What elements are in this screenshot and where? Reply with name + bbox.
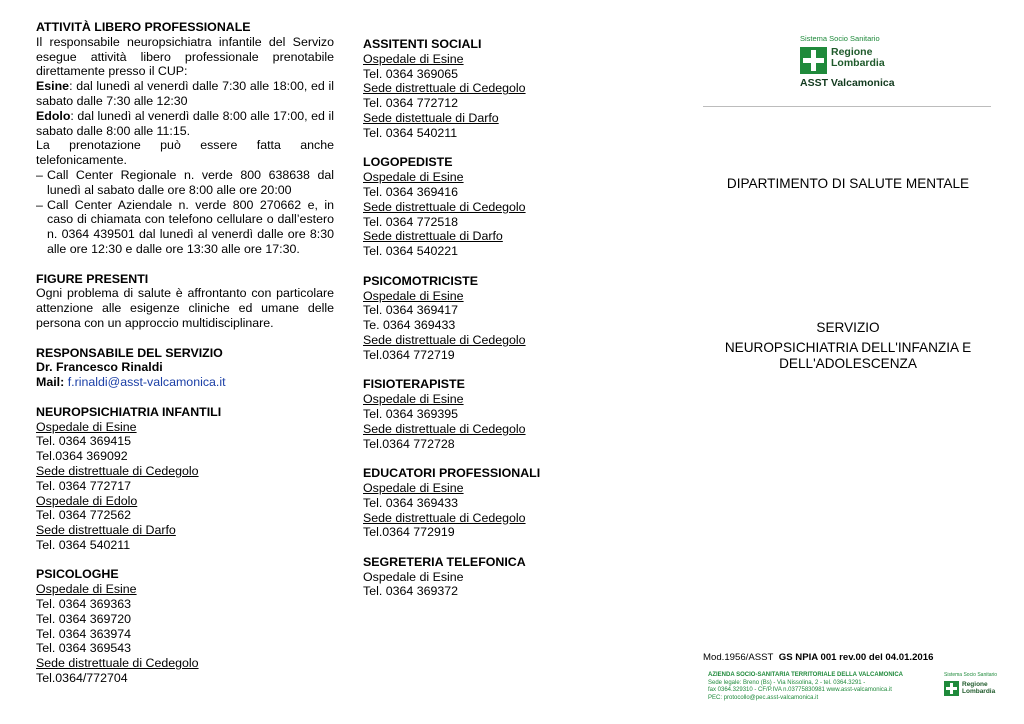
logo-regione-line2: Lombardia xyxy=(831,57,885,69)
regione-lombardia-logo xyxy=(800,34,920,90)
list-item: Tel. 0364 369363 xyxy=(36,597,132,612)
npi-title: NEUROPSICHIATRIA INFANTILI xyxy=(36,404,222,419)
cover-panel xyxy=(690,0,1024,724)
responsabile-title: RESPONSABILE DEL SERVIZIO xyxy=(36,345,223,360)
list-item: Sede distrettuale di Cedegolo xyxy=(363,510,526,525)
list-item: Tel.0364 369092 xyxy=(36,449,128,464)
list-item: Ospedale di Esine xyxy=(363,569,464,584)
prenotazione-text: La prenotazione può essere fatta anche telefonicamente. xyxy=(36,138,334,168)
list-item: Sede distrettuale di Cedegolo xyxy=(36,463,199,478)
list-item: Tel. 0364 369416 xyxy=(363,184,459,199)
list-item: Tel.0364/772704 xyxy=(36,671,128,686)
list-item: Te. 0364 369433 xyxy=(363,318,456,333)
small-logo-regione-line1: Regione xyxy=(962,681,988,688)
department-title: DIPARTIMENTO DI SALUTE MENTALE xyxy=(726,176,970,191)
segreteria-title: SEGRETERIA TELEFONICA xyxy=(363,554,526,569)
bullet-call-center-aziendale xyxy=(36,198,334,257)
attivita-intro: Il responsabile neuropsichiatra infantile del Servizo esegue attività libero professionale prenotabile direttamente presso il CUP: xyxy=(36,34,334,79)
list-item: Ospedale di Esine xyxy=(36,419,137,434)
list-item: Tel. 0364 772712 xyxy=(363,96,459,111)
service-label: SERVIZIO xyxy=(816,320,880,335)
document-code xyxy=(703,652,933,664)
esine-hours xyxy=(36,79,334,109)
psicomotriciste-title: PSICOMOTRICISTE xyxy=(363,273,478,288)
mail-link[interactable]: f.rinaldi@asst-valcamonica.it xyxy=(67,375,226,390)
list-item: Tel. 0364 540211 xyxy=(36,537,131,552)
list-item: Sede distrettuale di Cedegolo xyxy=(363,81,526,96)
list-item: Tel. 0364 540211 xyxy=(363,125,458,140)
list-item: Ospedale di Esine xyxy=(363,170,464,185)
service-name: NEUROPSICHIATRIA DELL'INFANZIA E DELL'ADOLESCENZA xyxy=(724,340,972,371)
list-item: Tel. 0364 369372 xyxy=(363,584,459,599)
regione-lombardia-small-logo xyxy=(944,672,1004,700)
figure-text: Ogni problema di salute è affrontanto con particolare attenzione alle esigenze cliniche ed umane delle persona con un approccio multidisciplinare. xyxy=(36,286,334,330)
logo-regione-line1: Regione xyxy=(831,46,873,58)
list-item: Tel.0364 772719 xyxy=(363,347,455,362)
footer-line: Sede legale: Breno (Bs) - Via Nissolina, 2 - tel. 0364.3291 - xyxy=(708,679,866,686)
list-item: Sede distrettuale di Cedegolo xyxy=(363,421,526,436)
list-item: Ospedale di Esine xyxy=(36,582,137,597)
logo-sistema-text: Sistema Socio Sanitario xyxy=(800,34,880,43)
figure-title: FIGURE PRESENTI xyxy=(36,271,149,286)
small-logo-regione-text xyxy=(962,681,995,695)
divider xyxy=(703,106,991,107)
mod-code: GS NPIA 001 rev.00 del 04.01.2016 xyxy=(778,652,934,663)
mail-label: Mail: xyxy=(36,375,65,390)
list-item: Tel. 0364 363974 xyxy=(36,626,132,641)
logopediste-title: LOGOPEDISTE xyxy=(363,155,453,170)
dash-mark: – xyxy=(36,167,43,182)
list-item: Tel. 0364 369415 xyxy=(36,434,132,449)
responsabile-mail xyxy=(36,375,334,390)
list-item: Ospedale di Esine xyxy=(363,51,464,66)
list-item: Sede distrettuale di Cedegolo xyxy=(363,199,526,214)
attivita-title: ATTIVITÀ LIBERO PROFESSIONALE xyxy=(36,20,251,34)
esine-text: : dal lunedì al venerdì dalle 7:30 alle 18:00, ed il sabato dalle 7:30 alle 12:30 xyxy=(36,79,334,108)
list-item: Ospedale di Esine xyxy=(363,392,464,407)
footer-line: fax 0364.329310 - CF/P.IVA n.03775830981 www.asst-valcamonica.it xyxy=(708,687,892,693)
responsabile-name: Dr. Francesco Rinaldi xyxy=(36,360,163,375)
list-item: Tel.0364 772728 xyxy=(363,436,455,451)
service-heading xyxy=(703,320,993,372)
cross-icon xyxy=(800,47,827,74)
small-logo-sistema-text: Sistema Socio Sanitario xyxy=(944,672,998,678)
middle-column xyxy=(363,37,653,599)
list-item: Tel. 0364 772562 xyxy=(36,508,132,523)
list-item: Tel. 0364 540221 xyxy=(363,244,459,259)
footer-address xyxy=(708,672,928,702)
dash-mark: – xyxy=(36,197,43,212)
list-item: Ospedale di Esine xyxy=(363,480,464,495)
mod-prefix: Mod.1956/ASST xyxy=(703,652,774,663)
footer-line: PEC: protocollo@pec.asst-valcamonica.it xyxy=(708,694,819,701)
educatori-title: EDUCATORI PROFESSIONALI xyxy=(363,466,541,481)
assistenti-title: ASSITENTI SOCIALI xyxy=(363,37,482,51)
list-item: Tel. 0364 772518 xyxy=(363,214,459,229)
psicologhe-title: PSICOLOGHE xyxy=(36,567,119,582)
list-item: Sede distrettuale di Cedegolo xyxy=(363,332,526,347)
cross-icon xyxy=(944,681,959,696)
bullet-text: Call Center Regionale n. verde 800 638638 dal lunedì al sabato dalle ore 8:00 alle ore 20:00 xyxy=(47,167,334,197)
list-item: Tel. 0364 369395 xyxy=(363,406,459,421)
esine-label: Esine xyxy=(36,79,70,94)
list-item: Sede distrettuale di Darfo xyxy=(36,523,176,538)
edolo-text: : dal lunedì al venerdì dalle 8:00 alle 17:00, ed il sabato dalle 8:00 alle 11:15. xyxy=(36,108,334,138)
list-item: Tel. 0364 369065 xyxy=(363,66,459,81)
fisioterapiste-title: FISIOTERAPISTE xyxy=(363,377,465,392)
logo-regione-text xyxy=(831,47,885,69)
edolo-label: Edolo xyxy=(36,108,71,123)
logo-asst-text: ASST Valcamonica xyxy=(800,77,895,89)
left-column xyxy=(36,20,334,686)
list-item: Tel. 0364 369720 xyxy=(36,611,132,626)
bullet-call-center-regionale xyxy=(36,168,334,198)
list-item: Sede distrettuale di Darfo xyxy=(363,229,503,244)
small-logo-regione-line2: Lombardia xyxy=(962,688,996,695)
list-item: Tel. 0364 369433 xyxy=(363,495,459,510)
list-item: Tel. 0364 369543 xyxy=(36,641,132,656)
footer-title: AZIENDA SOCIO-SANITARIA TERRITORIALE DELLA VALCAMONICA xyxy=(708,672,903,678)
edolo-hours xyxy=(36,109,334,139)
list-item: Tel.0364 772919 xyxy=(363,525,455,540)
list-item: Tel. 0364 369417 xyxy=(363,303,459,318)
bullet-text: Call Center Aziendale n. verde 800 270662 e, in caso di chiamata con telefono cellulare o dall’estero n. 0364 439501 dal lunedì al venerdì dalle ore 8:30 alle ore 12:30 e dalle ore 13:30 alle ore 17:30. xyxy=(47,197,334,256)
list-item: Sede distettuale di Darfo xyxy=(363,110,499,125)
list-item: Tel. 0364 772717 xyxy=(36,478,132,493)
list-item: Sede distrettuale di Cedegolo xyxy=(36,656,199,671)
list-item: Ospedale di Edolo xyxy=(36,493,138,508)
list-item: Ospedale di Esine xyxy=(363,288,464,303)
